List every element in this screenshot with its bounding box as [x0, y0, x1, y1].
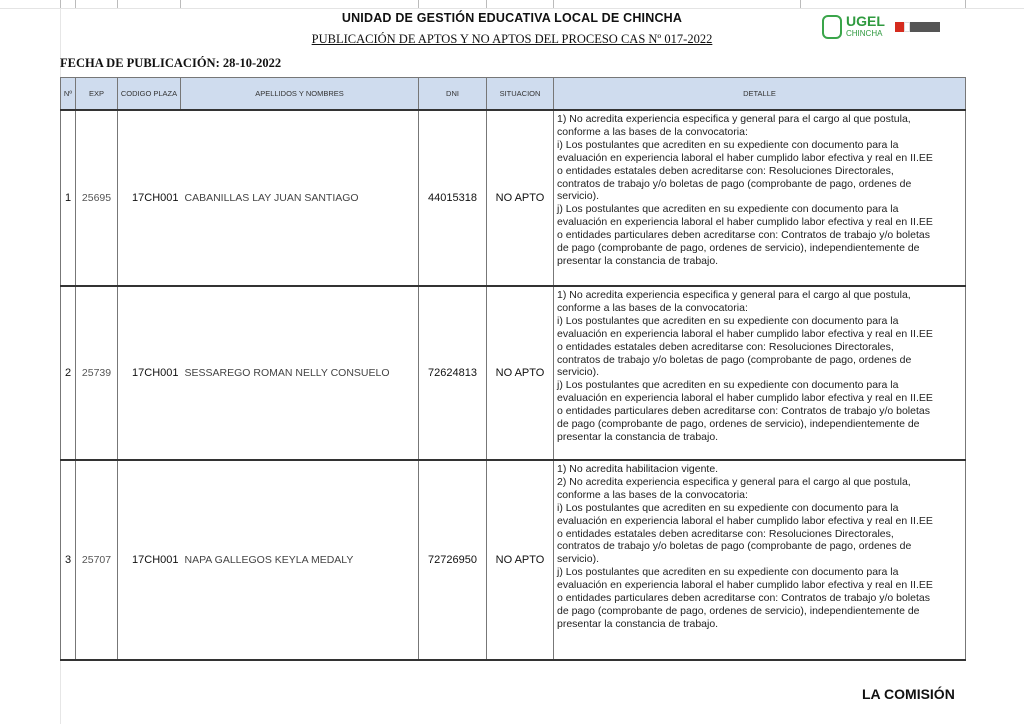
cell-codigo: 17CH001 — [118, 460, 181, 660]
commission-signature: LA COMISIÓN — [862, 686, 955, 702]
table-row — [61, 110, 966, 286]
col-codigo: CODIGO PLAZA — [118, 78, 181, 111]
table-row — [61, 286, 966, 460]
cell-n: 2 — [61, 286, 76, 460]
results-table — [60, 77, 966, 661]
cell-dni: 72624813 — [419, 286, 487, 460]
col-detalle: DETALLE — [554, 78, 966, 111]
cell-n: 3 — [61, 460, 76, 660]
cell-situacion: NO APTO — [487, 110, 554, 286]
table-row — [61, 460, 966, 660]
cell-nombre: SESSAREGO ROMAN NELLY CONSUELO — [181, 286, 419, 460]
cell-detalle: 1) No acredita experiencia especifica y general para el cargo al que postula, conforme a las bases de la convocatoria: i) Los postulantes que acrediten en su expediente con documento para la evaluación en experiencia laboral el haber cumplido labor efectiva y real en II.EE o entidades estatales deben acreditarse con: Resoluciones Directorales, contratos de trabajo y/o boletas de pago (comprobante de pago, ordenes de servicio). j) Los postulantes que acrediten en su expediente con documento para la evaluación en experiencia laboral el haber cumplido labor efectiva y real en II.EE o entidades particulares deben acreditarse con: Contratos de trabajo y/o boletas de pago (comprobante de pago, ordenes de servicio), independientemente de presentar la constancia de trabajo. — [554, 110, 966, 286]
cell-exp: 25707 — [76, 460, 118, 660]
ugel-seal-icon — [822, 15, 842, 39]
cell-detalle: 1) No acredita habilitacion vigente. 2) No acredita experiencia especifica y general para el cargo al que postula, conforme a las bases de la convocatoria: i) Los postulantes que acrediten en su expediente con documento para la evaluación en experiencia laboral el haber cumplido labor efectiva y real en II.EE o entidades estatales deben acreditarse con: Resoluciones Directorales, contratos de trabajo y/o boletas de pago (comprobante de pago, ordenes de servicio). j) Los postulantes que acrediten en su expediente con documento para la evaluación en experiencia laboral el haber cumplido labor efectiva y real en II.EE o entidades particulares deben acreditarse con: Contratos de trabajo y/o boletas de pago (comprobante de pago, ordenes de servicio), independientemente de presentar la constancia de trabajo. — [554, 460, 966, 660]
cell-n: 1 — [61, 110, 76, 286]
ugel-logo — [822, 14, 940, 39]
col-exp: EXP — [76, 78, 118, 111]
cell-dni: 72726950 — [419, 460, 487, 660]
peru-flag-icon — [895, 22, 940, 32]
cell-codigo: 17CH001 — [118, 286, 181, 460]
col-dni: DNI — [419, 78, 487, 111]
cell-dni: 44015318 — [419, 110, 487, 286]
cell-situacion: NO APTO — [487, 286, 554, 460]
table-header — [61, 78, 966, 111]
organization-title: UNIDAD DE GESTIÓN EDUCATIVA LOCAL DE CHINCHA — [341, 11, 683, 25]
col-n: Nº — [61, 78, 76, 111]
cell-detalle: 1) No acredita experiencia especifica y general para el cargo al que postula, conforme a las bases de la convocatoria: i) Los postulantes que acrediten en su expediente con documento para la evaluación en experiencia laboral el haber cumplido labor efectiva y real en II.EE o entidades estatales deben acreditarse con: Resoluciones Directorales, contratos de trabajo y/o boletas de pago (comprobante de pago, ordenes de servicio). j) Los postulantes que acrediten en su expediente con documento para la evaluación en experiencia laboral el haber cumplido labor efectiva y real en II.EE o entidades particulares deben acreditarse con: Contratos de trabajo y/o boletas de pago (comprobante de pago, ordenes de servicio), independientemente de presentar la constancia de trabajo. — [554, 286, 966, 460]
cell-nombre: NAPA GALLEGOS KEYLA MEDALY — [181, 460, 419, 660]
cell-codigo: 17CH001 — [118, 110, 181, 286]
cell-exp: 25739 — [76, 286, 118, 460]
col-nombre: APELLIDOS Y NOMBRES — [181, 78, 419, 111]
logo-name: UGEL — [846, 13, 885, 29]
col-situacion: SITUACION — [487, 78, 554, 111]
publication-title: PUBLICACIÓN DE APTOS Y NO APTOS DEL PROCESO CAS Nº 017-2022 — [311, 32, 713, 46]
publication-date: FECHA DE PUBLICACIÓN: 28-10-2022 — [60, 56, 282, 70]
logo-sub: CHINCHA — [846, 29, 883, 38]
previous-page-edge — [0, 0, 1024, 9]
cell-exp: 25695 — [76, 110, 118, 286]
cell-nombre: CABANILLAS LAY JUAN SANTIAGO — [181, 110, 419, 286]
cell-situacion: NO APTO — [487, 460, 554, 660]
